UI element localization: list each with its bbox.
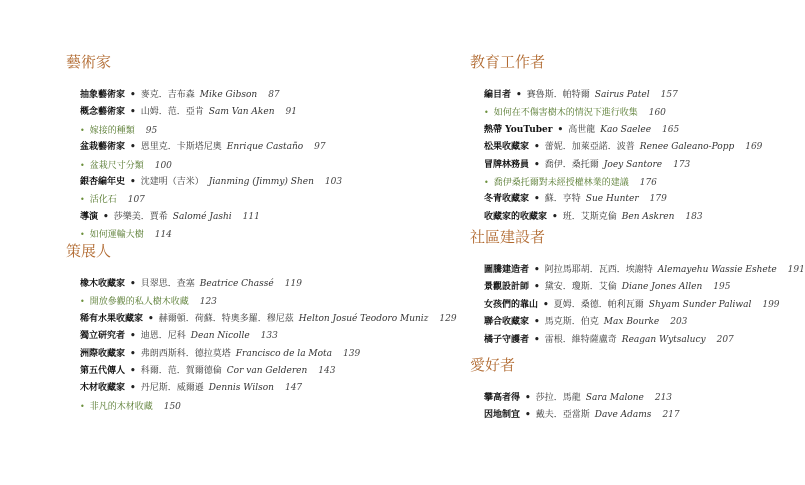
entry-name-latin: Sue Hunter bbox=[585, 194, 639, 205]
entry-name-chinese: 蕾妮．加萊亞諾．波普 bbox=[544, 142, 635, 153]
separator-dot: • bbox=[130, 331, 136, 342]
entry-name-latin: Jianming (Jimmy) Shen bbox=[208, 176, 314, 187]
page-number: 114 bbox=[154, 230, 172, 241]
toc-entry bbox=[80, 104, 342, 121]
entry-role: 橘子守護者 bbox=[484, 334, 530, 345]
toc-entry bbox=[484, 191, 762, 208]
toc-entry bbox=[484, 209, 762, 226]
subentry-label: 如何在不傷害樹木的情況下進行收集 bbox=[493, 108, 638, 119]
page-number: 139 bbox=[343, 348, 361, 359]
entry-role: 洲際收藏家 bbox=[80, 348, 126, 359]
page-number: 103 bbox=[324, 176, 343, 187]
subentry-label: 嫁接的種類 bbox=[89, 125, 135, 136]
page-number: 179 bbox=[649, 194, 667, 205]
section-title: 策展人 bbox=[66, 242, 112, 260]
toc-subentry bbox=[80, 191, 342, 208]
separator-dot: • bbox=[130, 107, 136, 118]
toc-subentry bbox=[80, 157, 342, 174]
entry-role: 木材收藏家 bbox=[80, 383, 126, 394]
bullet-dot-icon: • bbox=[80, 160, 85, 170]
section-title: 藝術家 bbox=[66, 53, 112, 71]
entry-role: 收藏家的收藏家 bbox=[484, 211, 548, 222]
entry-role: 概念藝術家 bbox=[80, 107, 126, 118]
bullet-dot-icon: • bbox=[484, 177, 489, 187]
subentry-label: 喬伊桑托爾對未經授權林業的建議 bbox=[493, 177, 629, 188]
entry-name-chinese: 班．艾斯克倫 bbox=[562, 211, 617, 222]
toc-entry bbox=[80, 346, 457, 363]
section-title: 社區建設者 bbox=[470, 228, 546, 246]
page-number: 213 bbox=[654, 393, 673, 403]
separator-dot: • bbox=[130, 279, 136, 289]
page-number: 169 bbox=[745, 142, 763, 153]
entry-name-chinese: 戴夫．亞當斯 bbox=[535, 410, 590, 421]
entry-name-latin: Kao Saelee bbox=[600, 124, 652, 135]
entry-name-latin: Dennis Wilson bbox=[208, 383, 274, 394]
toc-entry bbox=[484, 407, 680, 424]
entry-role: 熱帶 YouTuber bbox=[484, 124, 553, 135]
separator-dot: • bbox=[516, 90, 522, 100]
subentry-label: 如何運輸大樹 bbox=[89, 230, 144, 241]
entry-list bbox=[484, 262, 805, 349]
page-number: 119 bbox=[284, 279, 302, 289]
entry-name-chinese: 賽魯斯．帕特爾 bbox=[526, 90, 590, 100]
page-number: 199 bbox=[762, 299, 780, 310]
toc-entry bbox=[484, 139, 762, 156]
bullet-dot-icon: • bbox=[80, 125, 85, 135]
entry-name-latin: Sara Malone bbox=[585, 393, 644, 403]
entry-name-chinese: 丹尼斯．威爾遜 bbox=[140, 383, 204, 394]
entry-role: 聯合收藏家 bbox=[484, 317, 530, 328]
separator-dot: • bbox=[543, 299, 549, 310]
separator-dot: • bbox=[525, 410, 531, 421]
toc-entry bbox=[80, 209, 342, 226]
entry-name-chinese: 黛安．瓊斯．艾倫 bbox=[544, 282, 617, 293]
toc-subentry bbox=[484, 174, 762, 191]
toc-entry bbox=[80, 311, 457, 328]
entry-name-latin: Beatrice Chassé bbox=[199, 279, 274, 289]
entry-name-latin: Helton Josué Teodoro Muniz bbox=[298, 313, 429, 324]
entry-name-latin: Diane Jones Allen bbox=[621, 282, 703, 293]
page-number: 123 bbox=[199, 297, 217, 308]
page-number: 150 bbox=[163, 401, 181, 412]
entry-role: 景觀設計師 bbox=[484, 282, 530, 293]
page-number: 87 bbox=[268, 90, 280, 100]
entry-role: 攀高者得 bbox=[484, 393, 521, 403]
entry-name-chinese: 高世龍 bbox=[568, 124, 596, 135]
toc-entry bbox=[80, 139, 342, 156]
entry-name-latin: Salomé Jashi bbox=[172, 211, 232, 222]
entry-name-chinese: 麥克．吉布森 bbox=[140, 90, 195, 100]
entry-name-chinese: 喬伊．桑托爾 bbox=[544, 159, 599, 170]
page-number: 97 bbox=[314, 142, 326, 153]
separator-dot: • bbox=[534, 159, 540, 170]
subentry-label: 盆栽尺寸分類 bbox=[89, 160, 144, 171]
entry-role: 圖騰建造者 bbox=[484, 265, 530, 275]
entry-role: 銀杏編年史 bbox=[80, 176, 126, 187]
page-number: 160 bbox=[648, 108, 666, 119]
toc-subentry bbox=[484, 104, 762, 121]
separator-dot: • bbox=[130, 90, 136, 100]
page-number: 207 bbox=[716, 334, 734, 345]
separator-dot: • bbox=[148, 313, 154, 324]
entry-role: 第五代傳人 bbox=[80, 365, 126, 376]
separator-dot: • bbox=[552, 211, 558, 222]
entry-name-chinese: 雷根．維特薩盧奇 bbox=[544, 334, 617, 345]
entry-name-latin: Enrique Castaño bbox=[226, 142, 304, 153]
page-number: 191 bbox=[787, 265, 805, 275]
toc-entry bbox=[80, 380, 457, 397]
entry-name-latin: Dean Nicolle bbox=[190, 331, 250, 342]
entry-name-latin: Joey Santore bbox=[603, 159, 663, 170]
entry-name-latin: Shyam Sunder Paliwal bbox=[648, 299, 752, 310]
section-artists bbox=[66, 51, 342, 244]
entry-role: 稀有水果收藏家 bbox=[80, 313, 144, 324]
subentry-label: 非凡的木材收藏 bbox=[89, 401, 153, 412]
toc-entry bbox=[484, 87, 762, 104]
page-number: 147 bbox=[284, 383, 303, 394]
separator-dot: • bbox=[130, 365, 136, 376]
section-enthusiasts bbox=[470, 354, 680, 425]
entry-role: 冬青收藏家 bbox=[484, 194, 530, 205]
entry-name-chinese: 莎拉．馬龍 bbox=[535, 393, 581, 403]
entry-role: 抽象藝術家 bbox=[80, 90, 126, 100]
toc-subentry bbox=[80, 293, 457, 310]
section-title: 愛好者 bbox=[470, 356, 516, 374]
page-number: 100 bbox=[154, 160, 172, 171]
section-educators bbox=[470, 51, 762, 226]
entry-name-latin: Sairus Patel bbox=[594, 90, 650, 100]
page-number: 217 bbox=[662, 410, 680, 421]
entry-role: 因地制宜 bbox=[484, 410, 521, 421]
page-number: 157 bbox=[660, 90, 678, 100]
page-number: 111 bbox=[242, 211, 260, 222]
entry-name-latin: Francisco de la Mota bbox=[235, 348, 333, 359]
entry-name-chinese: 科爾．范．賀爾德倫 bbox=[140, 365, 222, 376]
entry-name-chinese: 恩里克．卡斯塔尼奧 bbox=[140, 142, 222, 153]
toc-entry bbox=[484, 314, 805, 331]
toc-entry bbox=[80, 174, 342, 191]
entry-name-chinese: 阿拉馬耶胡．瓦西．埃謝特 bbox=[544, 265, 653, 275]
toc-subentry bbox=[80, 398, 457, 415]
page-number: 173 bbox=[673, 159, 691, 170]
page-number: 195 bbox=[713, 282, 731, 293]
separator-dot: • bbox=[130, 383, 136, 394]
entry-name-chinese: 迪恩．尼科 bbox=[140, 331, 186, 342]
entry-name-latin: Sam Van Aken bbox=[208, 107, 275, 118]
toc-entry bbox=[484, 157, 762, 174]
page-number: 143 bbox=[318, 365, 336, 376]
separator-dot: • bbox=[534, 194, 540, 205]
entry-role: 冒牌林務員 bbox=[484, 159, 530, 170]
page-number: 165 bbox=[662, 124, 680, 135]
bullet-dot-icon: • bbox=[80, 297, 85, 307]
toc-entry bbox=[80, 87, 342, 104]
entry-role: 盆栽藝術家 bbox=[80, 142, 126, 153]
entry-name-chinese: 馬克斯．伯克 bbox=[544, 317, 599, 328]
bullet-dot-icon: • bbox=[80, 195, 85, 205]
section-curators bbox=[66, 240, 457, 415]
entry-name-latin: Cor van Gelderen bbox=[226, 365, 308, 376]
entry-role: 女孩們的靠山 bbox=[484, 299, 539, 310]
entry-list bbox=[484, 87, 762, 226]
entry-role: 松果收藏家 bbox=[484, 142, 530, 153]
entry-name-latin: Max Bourke bbox=[603, 317, 660, 328]
separator-dot: • bbox=[534, 265, 540, 275]
entry-name-latin: Alemayehu Wassie Eshete bbox=[657, 265, 777, 275]
entry-name-chinese: 莎樂美．賈希 bbox=[113, 211, 168, 222]
page-number: 95 bbox=[145, 125, 158, 136]
subentry-label: 活化石 bbox=[89, 195, 117, 206]
entry-name-chinese: 貝翠思．查塞 bbox=[140, 279, 195, 289]
subentry-label: 開放參觀的私人樹木收藏 bbox=[89, 297, 189, 308]
entry-list bbox=[484, 390, 680, 425]
section-title: 教育工作者 bbox=[470, 53, 546, 71]
entry-name-chinese: 蘇．亨特 bbox=[544, 194, 581, 205]
separator-dot: • bbox=[557, 124, 564, 135]
separator-dot: • bbox=[534, 142, 540, 153]
page-number: 133 bbox=[260, 331, 278, 342]
section-community-builders bbox=[470, 226, 805, 349]
entry-name-chinese: 夏姆．桑德．帕利瓦爾 bbox=[553, 299, 644, 310]
entry-name-latin: Dave Adams bbox=[594, 410, 652, 421]
bullet-dot-icon: • bbox=[484, 108, 489, 118]
entry-name-latin: Renee Galeano-Popp bbox=[639, 142, 735, 153]
toc-entry bbox=[484, 279, 805, 296]
entry-name-chinese: 山姆．范．亞肯 bbox=[140, 107, 204, 118]
toc-entry bbox=[80, 363, 457, 380]
toc-entry bbox=[484, 390, 680, 407]
page-number: 107 bbox=[127, 195, 145, 206]
entry-role: 橡木收藏家 bbox=[80, 279, 126, 289]
toc-entry bbox=[484, 122, 762, 139]
toc-subentry bbox=[80, 122, 342, 139]
bullet-dot-icon: • bbox=[80, 401, 85, 411]
page-number: 176 bbox=[639, 177, 657, 188]
page-number: 91 bbox=[285, 107, 297, 118]
toc-entry bbox=[80, 328, 457, 345]
page-number: 183 bbox=[685, 211, 703, 222]
entry-name-chinese: 沈建明（吉米） bbox=[140, 176, 204, 187]
entry-role: 導演 bbox=[80, 211, 99, 222]
toc-entry bbox=[484, 262, 805, 279]
separator-dot: • bbox=[534, 282, 540, 293]
separator-dot: • bbox=[130, 348, 136, 359]
page-number: 203 bbox=[670, 317, 688, 328]
entry-list bbox=[80, 276, 457, 415]
page-number: 129 bbox=[439, 313, 457, 324]
entry-list bbox=[80, 87, 342, 244]
separator-dot: • bbox=[130, 142, 136, 153]
entry-name-latin: Reagan Wytsalucy bbox=[621, 334, 706, 345]
entry-name-chinese: 弗朗西斯科．德拉莫塔 bbox=[140, 348, 231, 359]
bullet-dot-icon: • bbox=[80, 230, 85, 240]
toc-entry bbox=[484, 297, 805, 314]
separator-dot: • bbox=[130, 176, 136, 187]
toc-entry bbox=[80, 276, 457, 293]
entry-name-latin: Ben Askren bbox=[621, 211, 675, 222]
entry-name-latin: Mike Gibson bbox=[199, 90, 258, 100]
separator-dot: • bbox=[534, 317, 540, 328]
entry-role: 獨立研究者 bbox=[80, 331, 126, 342]
toc-entry bbox=[484, 332, 805, 349]
separator-dot: • bbox=[534, 334, 540, 345]
entry-role: 編目者 bbox=[484, 90, 512, 100]
entry-name-chinese: 赫爾頓．荷蘇．特奧多羅．穆尼茲 bbox=[158, 313, 294, 324]
separator-dot: • bbox=[525, 393, 531, 403]
separator-dot: • bbox=[103, 211, 109, 222]
